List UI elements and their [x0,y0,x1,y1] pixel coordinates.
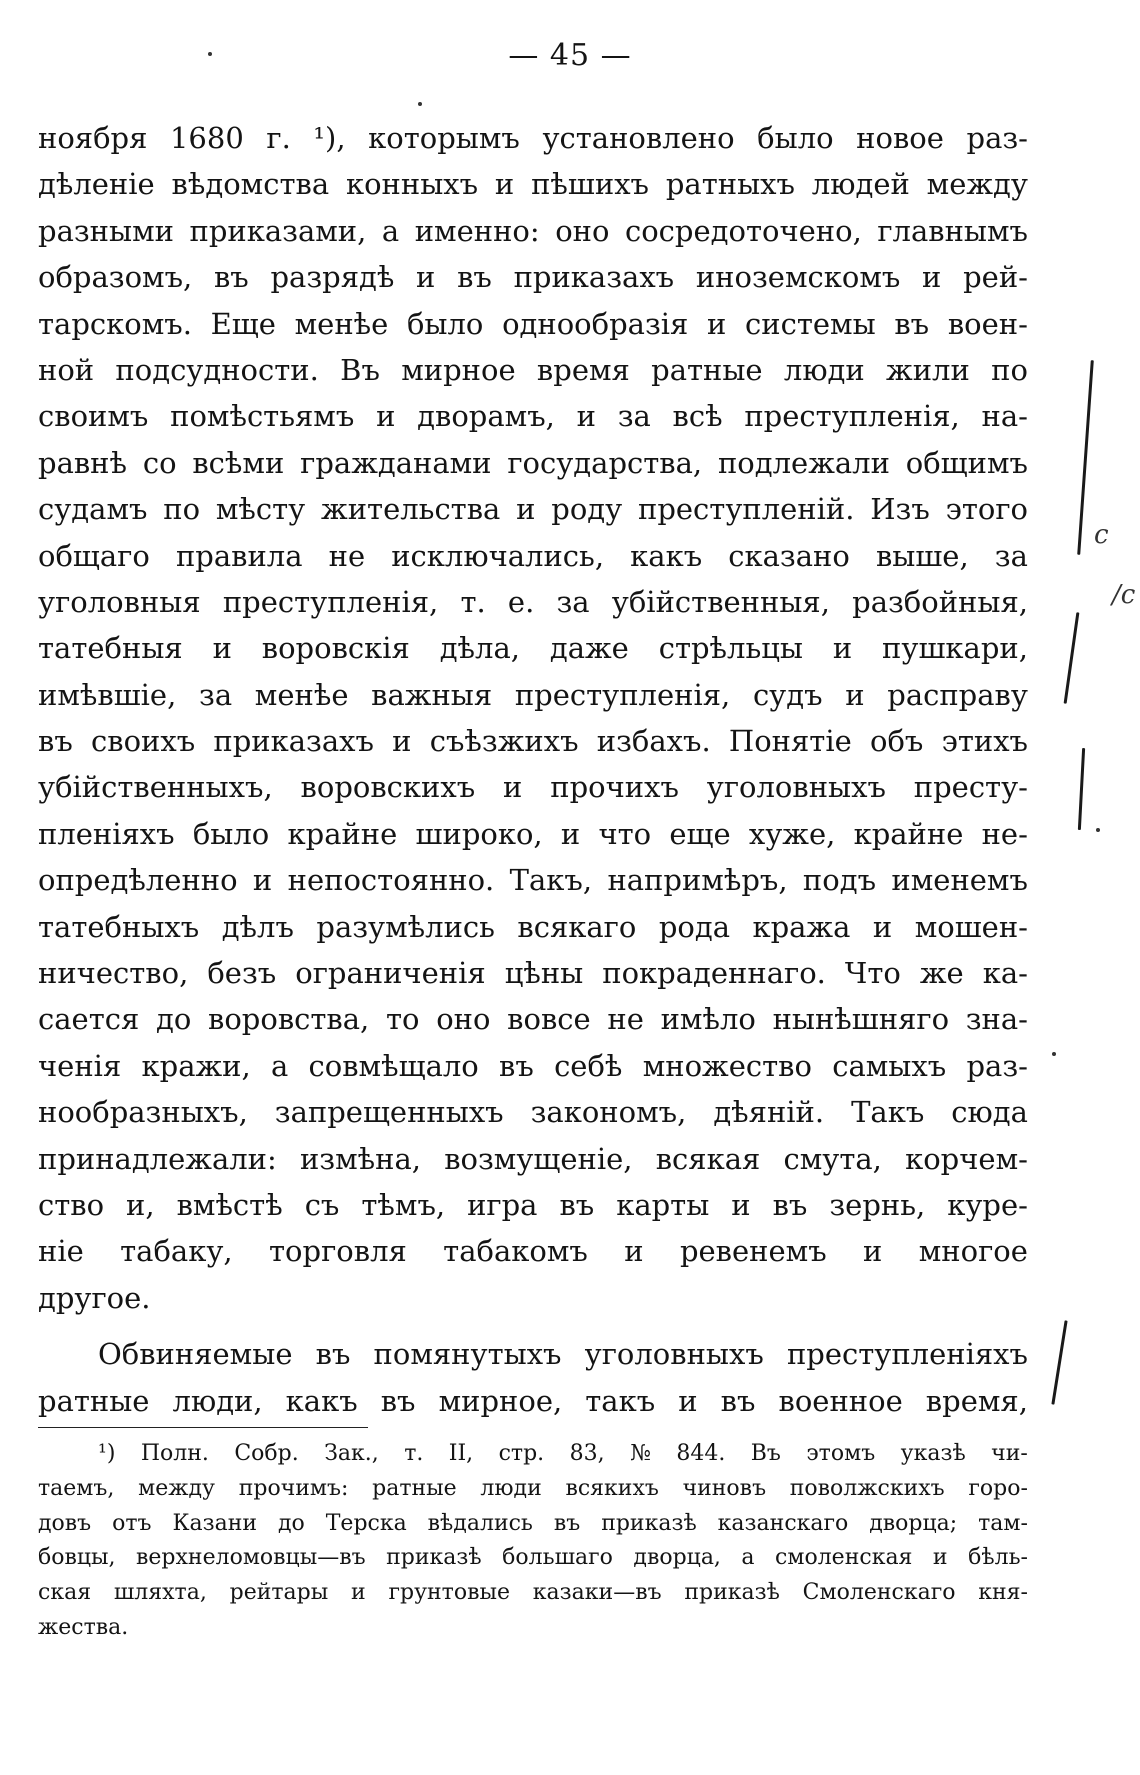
text-line: разными приказами, а именно: оно сосредоточено, главнымъ [38,213,1028,248]
margin-mark [1051,1320,1067,1404]
text-line: ство и, вмѣстѣ съ тѣмъ, игра въ карты и въ зернь, куре- [38,1187,1028,1222]
text-line: равнѣ со всѣми гражданами государства, подлежали общимъ [38,445,1028,480]
margin-mark [1078,748,1085,830]
margin-dot [1052,1052,1056,1056]
text-line: имѣвшіе, за менѣе важныя преступленія, судъ и расправу [38,677,1028,712]
text-line: тарскомъ. Еще менѣе было однообразія и системы въ воен- [38,306,1028,341]
text-line: татебныхъ дѣлъ разумѣлись всякаго рода кража и мошен- [38,909,1028,944]
text-line: ничество, безъ ограниченія цѣны покраденнаго. Что же ка- [38,956,1028,991]
page-number: — 45 — [508,38,632,73]
text-line: Обвиняемые въ помянутыхъ уголовныхъ преступленіяхъ [98,1337,1028,1372]
text-line: пленіяхъ было крайне широко, и что еще хуже, крайне не- [38,816,1028,851]
text-line: таемъ, между прочимъ: ратные люди всякихъ чиновъ поволжскихъ горо- [38,1475,1028,1501]
text-line: образомъ, въ разрядѣ и въ приказахъ иноземскомъ и рей- [38,260,1028,295]
text-line: довъ отъ Казани до Терска вѣдались въ приказѣ казанскаго дворца; там- [38,1510,1028,1536]
margin-note: /c [1112,580,1136,610]
text-line: въ своихъ приказахъ и съѣзжихъ избахъ. Понятіе объ этихъ [38,724,1028,759]
text-line: убійственныхъ, воровскихъ и прочихъ уголовныхъ престу- [38,770,1028,805]
text-line: ская шляхта, рейтары и грунтовые казаки—въ приказѣ Смоленскаго кня- [38,1580,1028,1606]
margin-dot [418,102,422,106]
text-line: ніе табаку, торговля табакомъ и ревенемъ и многое [38,1234,1028,1269]
text-line: ратные люди, какъ въ мирное, такъ и въ военное время, [38,1383,1028,1418]
main-text [38,115,1028,1424]
text-line: бовцы, верхнеломовцы—въ приказѣ большаго дворца, а смоленская и бѣль- [38,1545,1028,1571]
text-line: ной подсудности. Въ мирное время ратные люди жили по [38,352,1028,387]
text-line: судамъ по мѣсту жительства и роду преступленій. Изъ этого [38,492,1028,527]
margin-mark [1064,612,1080,704]
text-line: ¹) Полн. Собр. Зак., т. II, стр. 83, № 844. Въ этомъ указѣ чи- [98,1441,1028,1466]
margin-dot [208,52,212,56]
text-line: другое. [38,1280,151,1315]
text-line: татебныя и воровскія дѣла, даже стрѣльцы и пушкари, [38,631,1028,666]
text-line: общаго правила не исключались, какъ сказано выше, за [38,538,1028,573]
text-line: жества. [38,1614,129,1640]
text-line: принадлежали: измѣна, возмущеніе, всякая смута, корчем- [38,1141,1028,1176]
text-line: сается до воровства, то оно вовсе не имѣло нынѣшняго зна- [38,1002,1028,1037]
footnote-rule [38,1427,368,1428]
text-line: дѣленіе вѣдомства конныхъ и пѣшихъ ратныхъ людей между [38,167,1028,202]
text-line: опредѣленно и непостоянно. Такъ, напримѣръ, подъ именемъ [38,863,1028,898]
margin-dot [1096,828,1100,832]
text-line: ченія кражи, а совмѣщало въ себѣ множество самыхъ раз- [38,1048,1028,1083]
margin-note: c [1094,520,1109,550]
footnote [38,1437,1028,1646]
text-line: уголовныя преступленія, т. е. за убійственныя, разбойныя, [38,584,1028,619]
text-line: ноября 1680 г. ¹), которымъ установлено было новое раз- [38,121,1028,155]
text-line: нообразныхъ, запрещенныхъ закономъ, дѣяній. Такъ сюда [38,1095,1028,1130]
margin-mark [1077,360,1094,555]
text-line: своимъ помѣстьямъ и дворамъ, и за всѣ преступленія, на- [38,399,1028,434]
